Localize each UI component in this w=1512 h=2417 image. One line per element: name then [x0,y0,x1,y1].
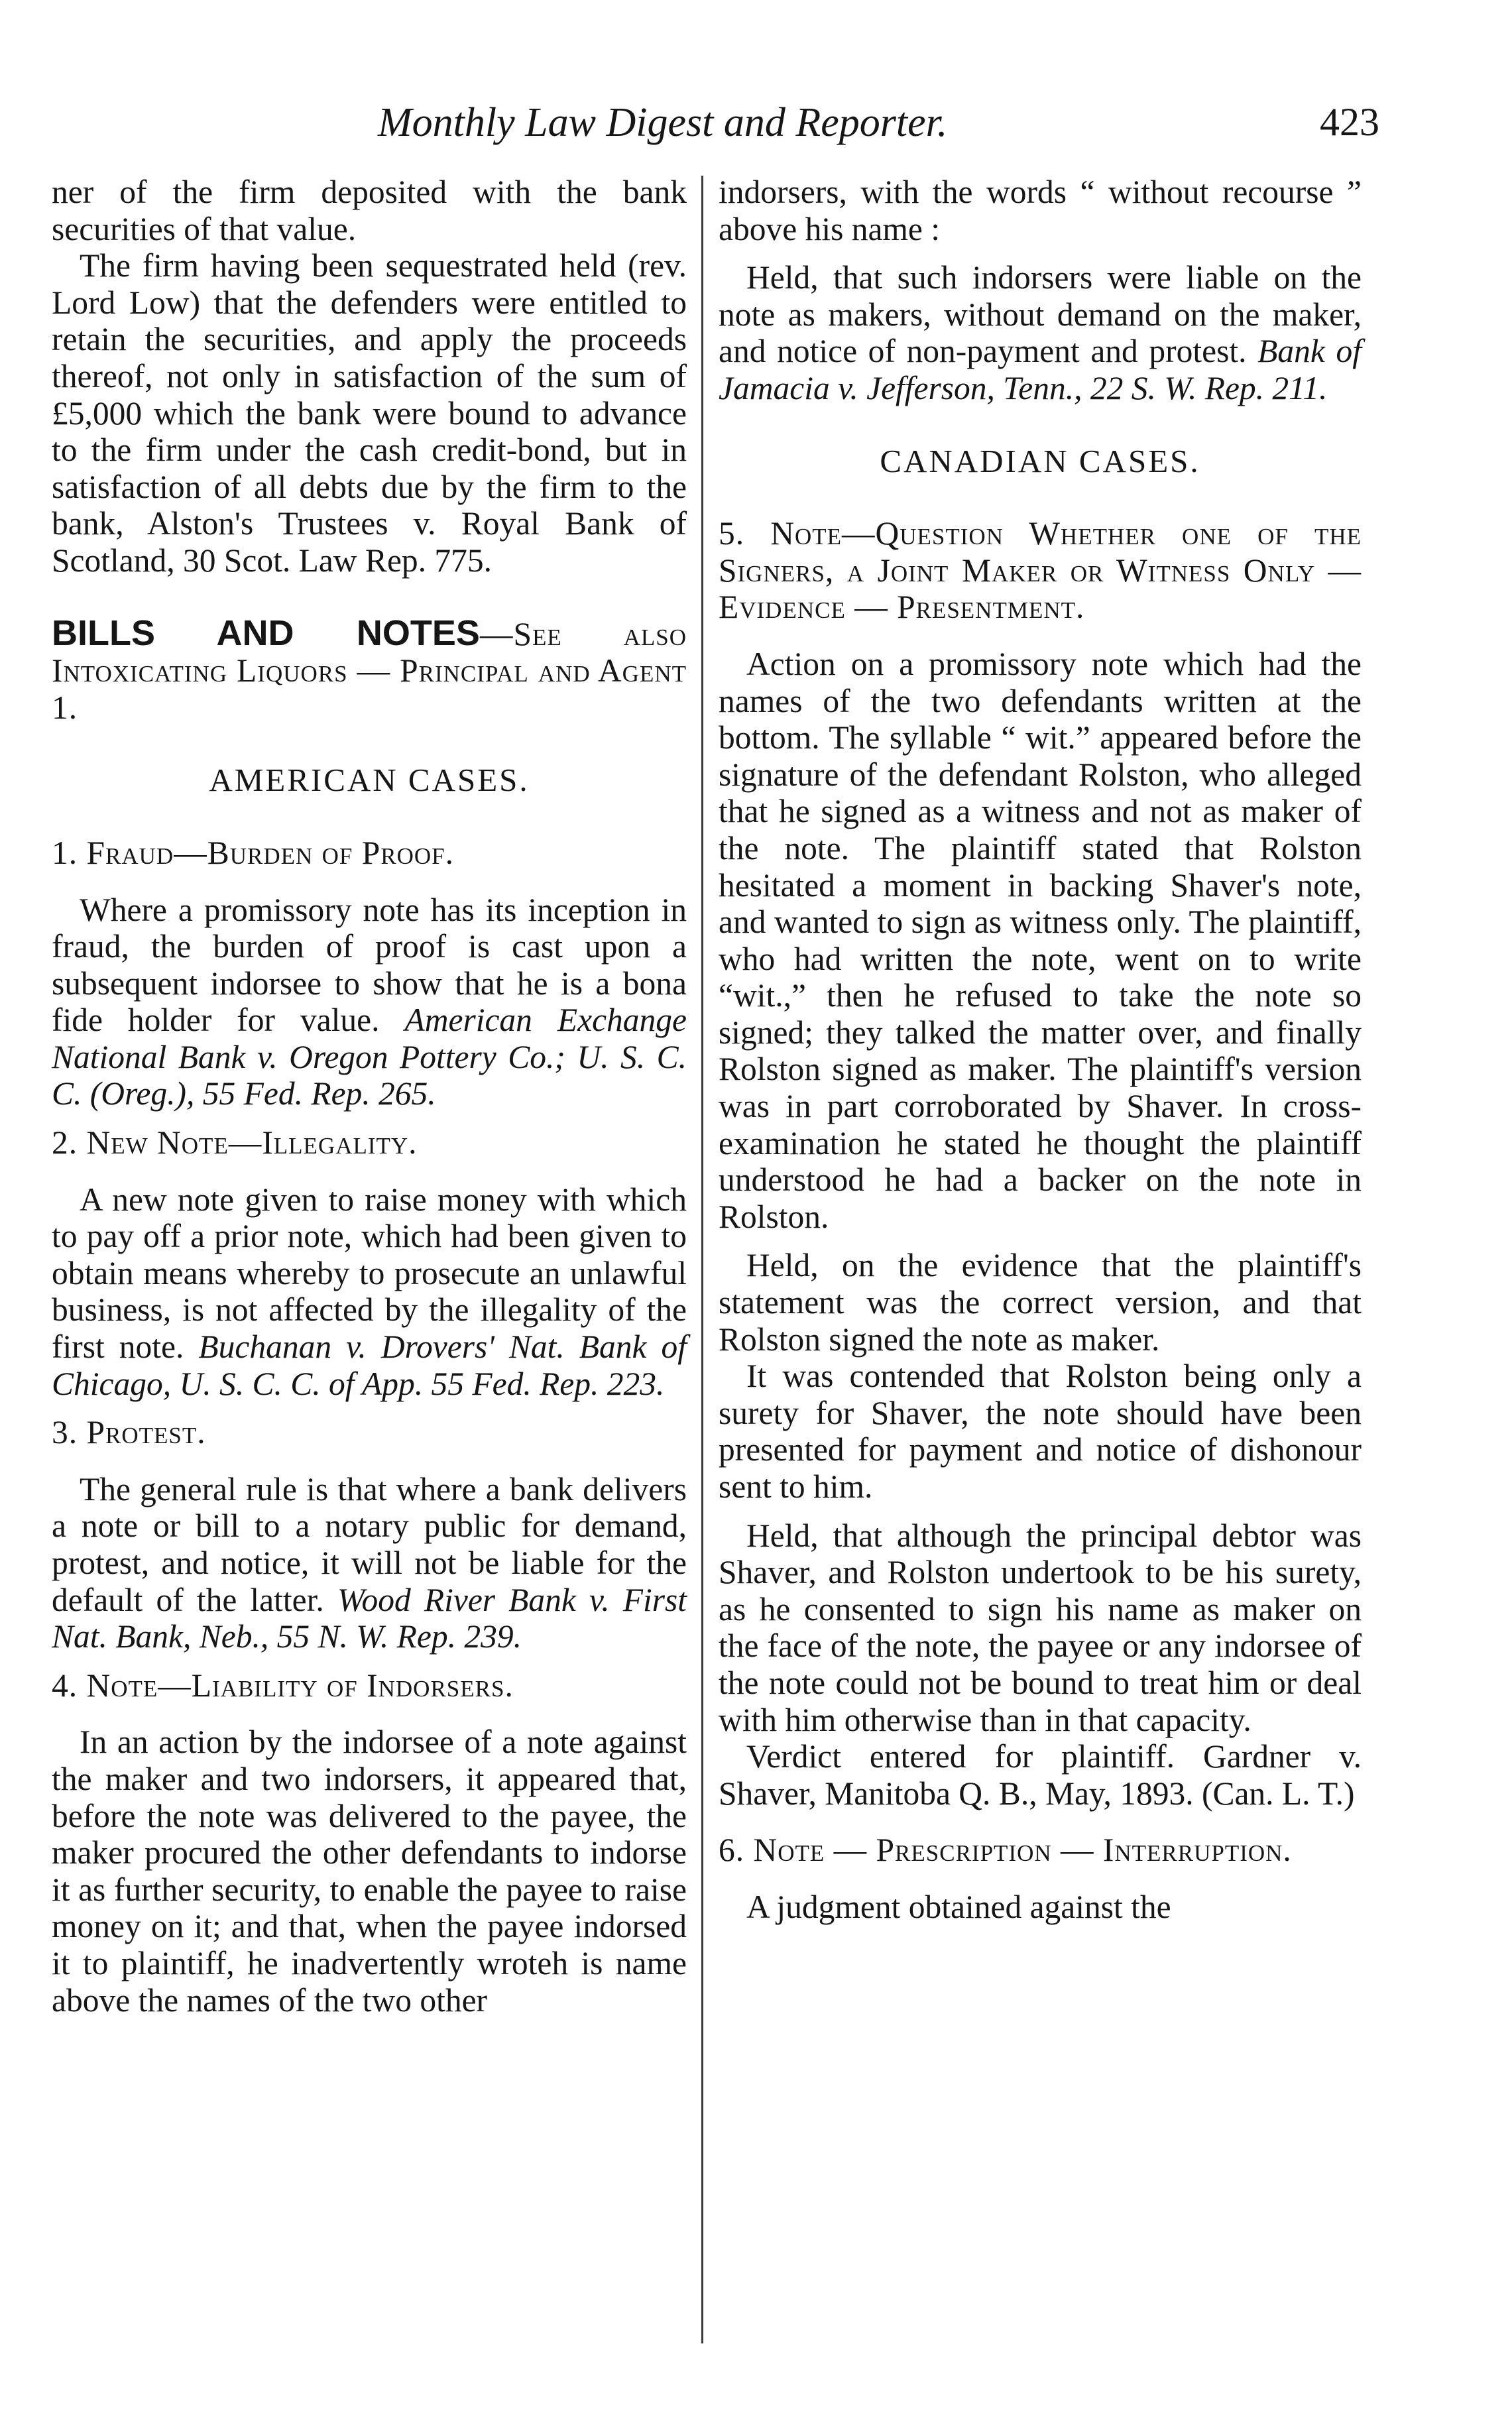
running-title: Monthly Law Digest and Reporter. [378,100,948,145]
case-body: Held, that such indorsers were liable on the note as makers, without demand on the maker, and notice of non-payment and protest. [719,259,1362,370]
case-text [52,892,687,1113]
page-number: 423 [1320,100,1379,144]
case-heading: 5. Note—Question Whether one of the Signers, a Joint Maker or Witness Only — Evidence — Presentment. [719,515,1362,626]
canadian-cases-heading: CANADIAN CASES. [880,442,1200,479]
paragraph: The firm having been sequestrated held (rev. Lord Low) that the defenders were entitled to retain the securities, and apply the proceeds thereof, not only in satisfaction of the sum of £5,000 which the bank were bound to advance to the firm under the cash credit-bond, but in satisfaction of all debts due by the firm to the bank, Alston's Trustees v. Royal Bank of Scotland, 30 Scot. Law Rep. 775. [52,247,687,579]
paragraph: indorsers, with the words “ without recourse ” above his name : [719,174,1362,247]
case-text: Action on a promissory note which had the names of the two defendants written at the bottom. The syllable “ wit.” appeared before the signature of the defendant Rolston, who alleged that he signed as a witness and not as maker of the note. The plaintiff stated that Rolston hesitated a moment in backing Shaver's note, and wanted to sign as witness only. The plaintiff, who had written the note, went on to write “wit.,” then he refused to take the note so signed; they talked the matter over, and finally Rolston signed as maker. The plaintiff's version was in part corroborated by Shaver. In cross-examination he stated he thought the plaintiff understood he had a backer on the note in Rolston. [719,645,1362,1235]
case-citation: Wood River Bank v. First Nat. Bank, Neb., 55 N. W. Rep. 239. [52,1581,687,1655]
case-text [52,1471,687,1655]
case-citation: Buchanan v. Drovers' Nat. Bank of Chicago, U. S. C. C. of App. 55 Fed. Rep. 223. [52,1328,687,1402]
column-divider [701,176,703,2343]
section-heading-see-also: —See also Intoxicating Liquors — Principal and Agent 1. [52,615,687,726]
american-cases-heading: AMERICAN CASES. [209,762,530,799]
case-text: In an action by the indorsee of a note against the maker and two indorsers, it appeared that, before the note was delivered to the payee, the maker procured the other defendants to indorse it as further security, to enable the payee to raise money on it; and that, when the payee indorsed it to plaintiff, he inadvertently wroteh is name above the names of the two other [52,1724,687,2019]
case-text: A judgment obtained against the [746,1888,1171,1925]
case-citation: Bank of Jamacia v. Jefferson, Tenn., 22 S. W. Rep. 211. [719,333,1362,406]
case-citation: American Exchange National Bank v. Oregon Pottery Co.; U. S. C. C. (Oreg.), 55 Fed. Rep. 265. [52,1002,687,1112]
case-text [719,259,1362,406]
section-heading [52,615,687,727]
section-heading-title: BILLS AND NOTES [52,613,480,653]
running-header [0,99,1512,159]
paragraph: ner of the firm deposited with the bank securities of that value. [52,174,687,247]
case-heading: 4. Note—Liability of Indorsers. [52,1667,514,1704]
case-body: The general rule is that where a bank delivers a note or bill to a notary public for demand, protest, and notice, it will not be liable for the default of the latter. [52,1470,687,1618]
case-heading: 3. Protest. [52,1414,206,1451]
case-text: It was contended that Rolston being only a surety for Shaver, the note should have been presented for payment and notice of dishonour sent to him. [719,1358,1362,1505]
case-heading: 6. Note — Prescription — Interruption. [719,1832,1292,1869]
case-heading: 1. Fraud—Burden of Proof. [52,834,455,871]
case-text: Held, on the evidence that the plaintiff's statement was the correct version, and that Rolston signed the note as maker. [719,1247,1362,1358]
case-heading: 2. New Note—Illegality. [52,1124,418,1161]
case-text: Held, that although the principal debtor was Shaver, and Rolston undertook to be his surety, as he consented to sign his name as maker on the face of the note, the payee or any indorsee of the note could not be bound to treat him or deal with him otherwise than in that capacity. [719,1517,1362,1738]
case-text [52,1181,687,1403]
case-text: Verdict entered for plaintiff. Gardner v. Shaver, Manitoba Q. B., May, 1893. (Can. L. T.) [719,1738,1362,1812]
right-column [719,174,1362,1926]
left-column [52,174,687,2019]
case-body: Where a promissory note has its inception in fraud, the burden of proof is cast upon a subsequent indorsee to show that he is a bona fide holder for value. [52,891,687,1039]
case-body: A new note given to raise money with which to pay off a prior note, which had been given to obtain means whereby to prosecute an unlawful business, is not affected by the illegality of the first note. [52,1181,687,1366]
